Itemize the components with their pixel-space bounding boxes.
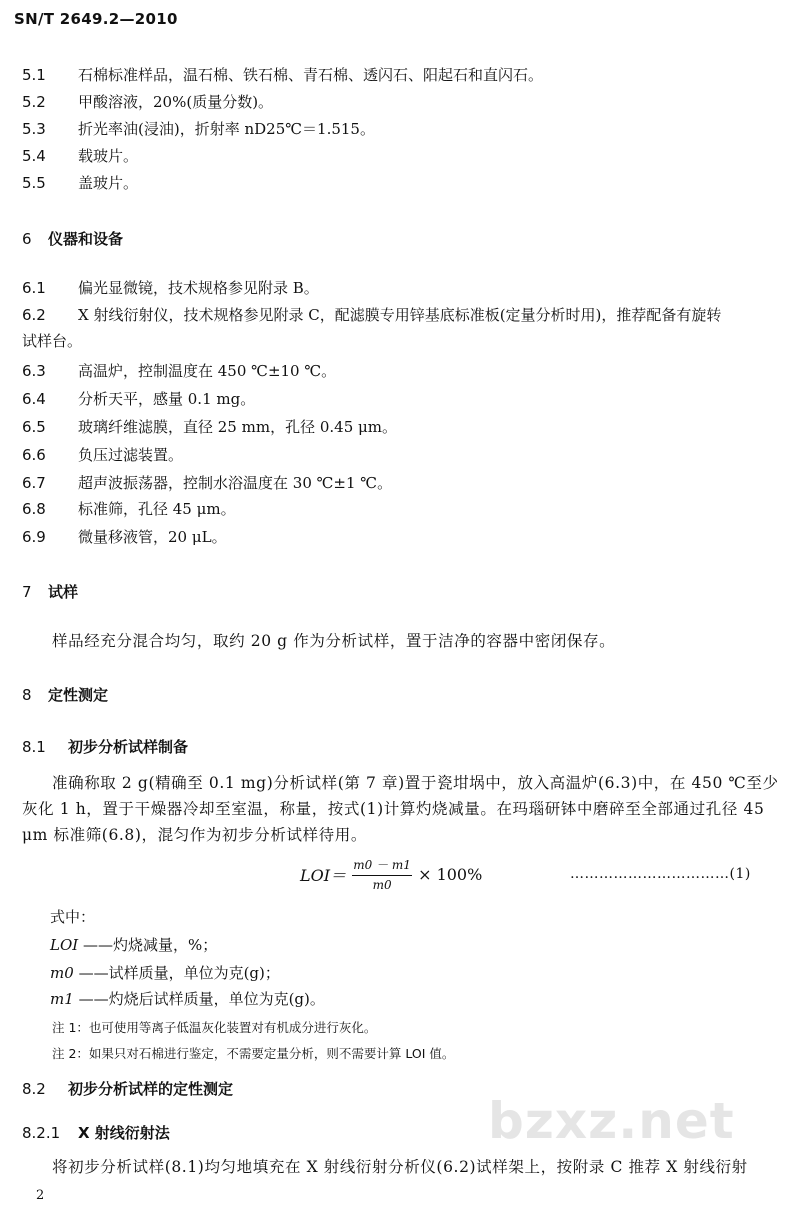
list-item: 6.7 超声波振荡器，控制水浴温度在 30 ℃±1 ℃。	[22, 474, 393, 492]
paragraph: 将初步分析试样(8.1)均匀地填充在 X 射线衍射分析仪(6.2)试样架上，按附录 C 推荐 X 射线衍射	[52, 1158, 748, 1176]
paragraph: 样品经充分混合均匀，取约 20 g 作为分析试样，置于洁净的容器中密闭保存。	[52, 632, 616, 650]
standard-code: SN/T 2649.2—2010	[14, 10, 178, 28]
list-item: 6.8 标准筛，孔径 45 μm。	[22, 500, 236, 518]
list-item: 5.3 折光率油(浸油)，折射率 nD25℃＝1.515。	[22, 120, 375, 138]
section-heading: 6 仪器和设备	[22, 230, 124, 248]
list-item: 5.1 石棉标准样品，温石棉、铁石棉、青石棉、透闪石、阳起石和直闪石。	[22, 66, 544, 84]
paragraph: 准确称取 2 g(精确至 0.1 mg)分析试样(第 7 章)置于瓷坩埚中，放入高温炉(6.3)中，在 450 ℃至少灰化 1 h，置于干燥器冷却至室温，称量，按式(1)计算灼烧减量。在玛瑙研钵中磨碎至全部通过孔径 45 μm 标准筛(6.8)，混匀作为初步分析试样待用。	[22, 774, 779, 844]
list-item-continuation: 试样台。	[22, 332, 83, 350]
definition-item: LOI ——灼烧减量，%；	[50, 936, 218, 954]
list-item: 6.2 X 射线衍射仪，技术规格参见附录 C，配滤膜专用锌基底标准板(定量分析时用)，推荐配备有旋转	[22, 306, 722, 324]
formula-rhs: × 100%	[418, 864, 483, 884]
definition-item: m1 ——灼烧后试样质量，单位为克(g)。	[50, 990, 325, 1008]
list-item: 5.5 盖玻片。	[22, 174, 139, 192]
formula-reference: ……………………………(1)	[570, 866, 751, 882]
section-heading: 8 定性测定	[22, 686, 109, 704]
list-item: 5.2 甲酸溶液，20%(质量分数)。	[22, 93, 274, 111]
list-item: 6.4 分析天平，感量 0.1 mg。	[22, 390, 256, 408]
subsection-heading: 8.2 初步分析试样的定性测定	[22, 1080, 234, 1098]
definition-item: m0 ——试样质量，单位为克(g)；	[50, 964, 280, 982]
formula	[300, 856, 482, 892]
subsection-heading: 8.2.1 X 射线衍射法	[22, 1124, 170, 1142]
formula-denominator: m0	[372, 878, 392, 892]
list-item: 6.9 微量移液管，20 μL。	[22, 528, 227, 546]
list-item: 6.3 高温炉，控制温度在 450 ℃±10 ℃。	[22, 362, 337, 380]
list-item: 6.5 玻璃纤维滤膜，直径 25 mm，孔径 0.45 μm。	[22, 418, 397, 436]
note: 注 1：也可使用等离子低温灰化装置对有机成分进行灰化。	[52, 1020, 377, 1035]
fraction-bar	[352, 875, 412, 876]
list-item: 5.4 载玻片。	[22, 147, 139, 165]
formula-numerator: m0 － m1	[353, 858, 411, 872]
page-number: 2	[36, 1188, 45, 1203]
where-label: 式中：	[50, 908, 96, 926]
list-item: 6.1 偏光显微镜，技术规格参见附录 B。	[22, 279, 319, 297]
watermark: bzxz.net	[488, 1092, 735, 1150]
formula-fraction	[352, 856, 412, 892]
formula-lhs: LOI＝	[300, 865, 347, 885]
list-item: 6.6 负压过滤装置。	[22, 446, 184, 464]
section-heading: 7 试样	[22, 583, 79, 601]
note: 注 2：如果只对石棉进行鉴定，不需要定量分析，则不需要计算 LOI 值。	[52, 1046, 455, 1061]
subsection-heading: 8.1 初步分析试样制备	[22, 738, 189, 756]
